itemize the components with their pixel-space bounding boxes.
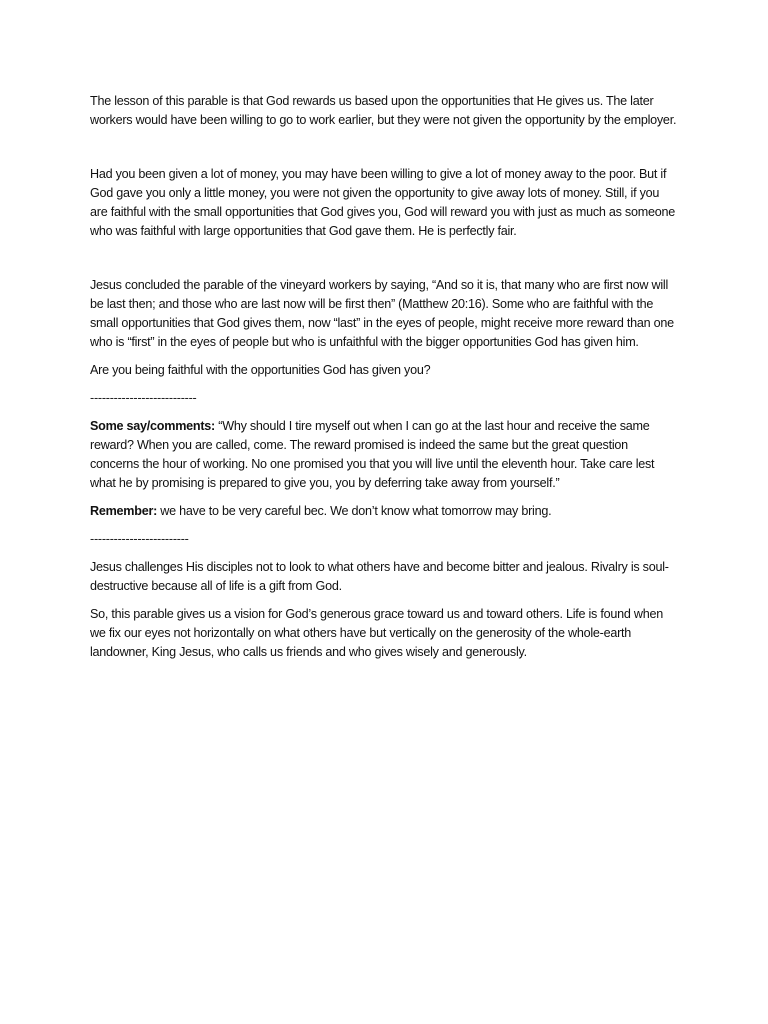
paragraph-generous-grace: So, this parable gives us a vision for God’s generous grace toward us and toward others. Life is found when we fix our eyes not horizontally on what others have but vertically on the generosity of the whole-earth landowner, King Jesus, who calls us friends and who gives wisely and generously. [90,607,663,659]
paragraph-comments [90,417,678,493]
paragraph-question: Are you being faithful with the opportunities God has given you? [90,363,431,377]
remember-label: Remember: [90,504,158,518]
paragraph-remember [90,502,678,521]
comments-text: “Why should I tire myself out when I can go at the last hour and receive the same reward? When you are called, come. The reward promised is indeed the same but the great question concerns the hour of working. No one promised you that you will live until the eleventh hour. Take care lest what he by promising is prepared to give you, you by deferring take away from yourself.” [90,419,655,490]
comments-label: Some say/comments: [90,419,215,433]
remember-text: we have to be very careful bec. We don’t know what tomorrow may bring. [157,504,552,518]
paragraph-rivalry: Jesus challenges His disciples not to look to what others have and become bitter and jealous. Rivalry is soul-destructive because all of life is a gift from God. [90,560,669,593]
separator-line-1: --------------------------- [90,391,197,405]
paragraph-lesson: The lesson of this parable is that God rewards us based upon the opportunities that He gives us. The later workers would have been willing to go to work earlier, but they were not given the opportunity by the employer. [90,94,677,127]
separator-line-2: ------------------------- [90,532,189,546]
paragraph-first-last: Jesus concluded the parable of the vineyard workers by saying, “And so it is, that many who are first now will be last then; and those who are last now will be first then” (Matthew 20:16). Some who are faithful with the small opportunities that God gives them, now “last” in the eyes of people, might receive more reward than one who is “first” in the eyes of people but who is unfaithful with the bigger opportunities God has given him. [90,278,674,349]
document-content [90,92,678,671]
paragraph-money-opportunity: Had you been given a lot of money, you may have been willing to give a lot of money away to the poor. But if God gave you only a little money, you were not given the opportunity to give away lots of money. Still, if you are faithful with the small opportunities that God gives you, God will reward you with just as much as someone who was faithful with large opportunities that God gave them. He is perfectly fair. [90,167,675,238]
